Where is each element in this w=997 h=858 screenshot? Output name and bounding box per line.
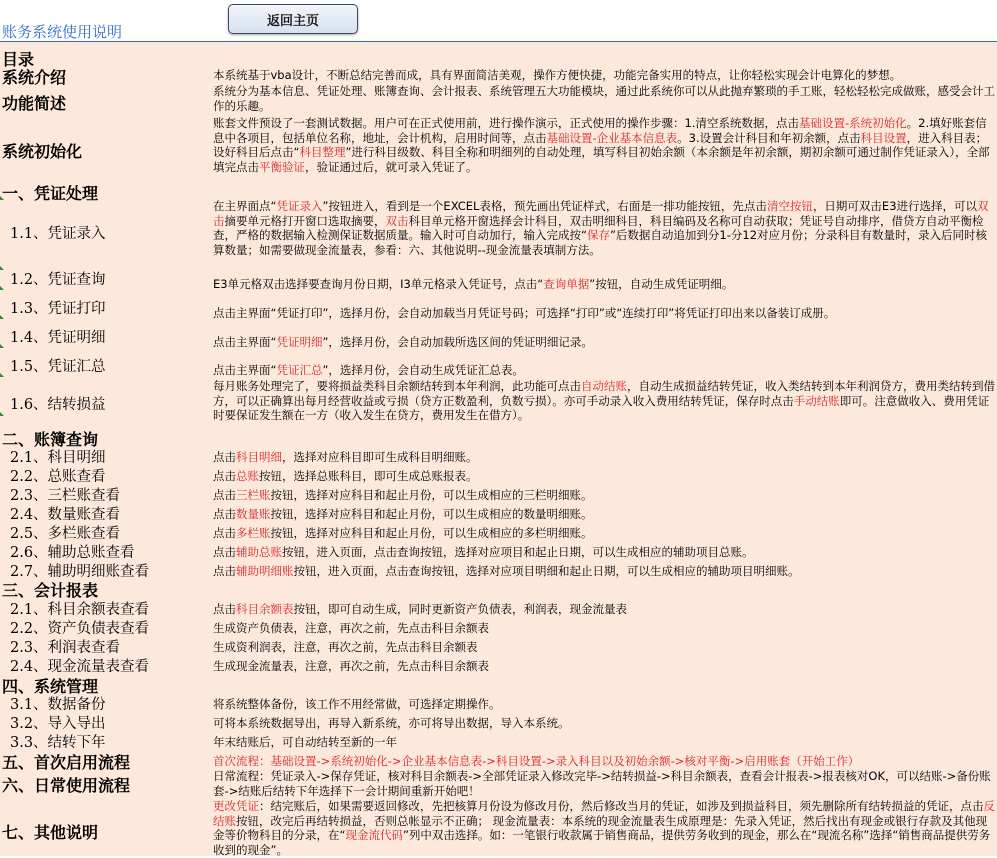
desc-s4-2: 可将本系统数据导出，再导入新系统，亦可将导出数据，导入本系统。 xyxy=(213,716,570,730)
instructions-sheet xyxy=(0,42,997,856)
toc-s2-5[interactable]: 2.5、多栏账查看 xyxy=(10,526,121,542)
desc-init: 账套文件预设了一套测试数据。用户可在正式使用前，进行操作演示，正式使用的操作步骤：1.清空系统数据，点击基础设置-系统初始化。2.填好账套信息中各项目，包括单位名称，地址，会计机构，启用时间等，点击基础设置-企业基本信息表。3.设置会计科目和年初余额，点击科目设置，进入科目表；设好科目后点击“科目整理”进行科目级数、科目全称和明细列的自动处理，填写科目初始余额（本余额是年初余额，期初余额可通过制作凭证录入），全部填完点击平衡验证，验证通过后，就可录入凭证了。 xyxy=(213,116,990,175)
desc-s2-1: 点击科目明细，选择对应科目即可生成科目明细账。 xyxy=(213,450,478,464)
toc-s2-6[interactable]: 2.6、辅助总账查看 xyxy=(10,545,135,561)
toc-sec3[interactable]: 三、会计报表 xyxy=(2,581,99,600)
desc-s2-2: 点击总账按钮，选择总账科目，即可生成总账报表。 xyxy=(213,469,478,483)
desc-s1-5: 点击主界面“凭证汇总”，选择月份，会自动生成凭证汇总表。 xyxy=(213,363,524,377)
toc-sec4[interactable]: 四、系统管理 xyxy=(2,677,99,696)
desc-s1-1: 在主界面点“凭证录入”按钮进入，看到是一个EXCEL表格，预先画出凭证样式，右面是一排功能按钮，先点击清空按钮，日期可双击E3进行选择，可以双击摘要单元格打开窗口选取摘要，双击科目单元格开窗选择会计科目，双击明细科目，科目编码及名称可自动获取；凭证号自动排序，借贷方自动平衡检查，严格的数据输入检测保证数据质量。输入时可自动加行，输入完成按“保存”后数据自动追加到分1-分12对应月份；分录科目有数量时，录入后同时核算数量；如需要做现金流量表，参看：六、其他说明--现金流量表填制方法。 xyxy=(213,199,989,258)
desc-s2-4: 点击数量账按钮，选择对应科目和起止月份，可以生成相应的数量明细账。 xyxy=(213,507,593,521)
cell-marker xyxy=(0,315,4,319)
toc-s3-1[interactable]: 2.1、科目余额表查看 xyxy=(10,602,150,618)
desc-s1-3: 点击主界面“凭证打印”，选择月份，会自动加载当月凭证号码；可选择“打印”或“连续打印”将凭证打印出来以备装订成册。 xyxy=(213,306,836,320)
toc-init[interactable]: 系统初始化 xyxy=(2,142,83,161)
cell-marker xyxy=(0,196,4,200)
toc-s3-2[interactable]: 2.2、资产负债表查看 xyxy=(10,621,150,637)
top-bar xyxy=(0,0,997,42)
desc-s2-7: 点击辅助明细账按钮，进入页面，点击查询按钮，选择对应项目明细和起止日期，可以生成相应的辅助项目明细账。 xyxy=(213,564,800,578)
toc-s2-3[interactable]: 2.3、三栏账查看 xyxy=(10,488,121,504)
desc-intro: 本系统基于vba设计，不断总结完善而成，具有界面简洁美观，操作方便快捷，功能完备实用的特点，让你轻松实现会计电算化的梦想。 xyxy=(213,68,902,82)
toc-s2-1[interactable]: 2.1、科目明细 xyxy=(10,450,106,466)
page-title: 账务系统使用说明 xyxy=(2,23,123,41)
toc-sec5[interactable]: 五、首次启用流程 xyxy=(2,753,131,772)
desc-s3-1: 点击科目余额表按钮，即可自动生成，同时更新资产负债表，利润表，现金流量表 xyxy=(213,602,627,616)
desc-s1-4: 点击主界面“凭证明细”，选择月份，会自动加载所选区间的凭证明细记录。 xyxy=(213,335,593,349)
cell-marker xyxy=(0,373,4,377)
toc-s1-2[interactable]: 1.2、凭证查询 xyxy=(10,272,106,288)
toc-s4-1[interactable]: 3.1、数据备份 xyxy=(10,697,106,713)
toc-s3-4[interactable]: 2.4、现金流量表查看 xyxy=(10,659,150,675)
toc-sec1[interactable]: 一、凭证处理 xyxy=(2,184,99,203)
toc-features[interactable]: 功能简述 xyxy=(2,94,67,113)
toc-s2-4[interactable]: 2.4、数量账查看 xyxy=(10,507,121,523)
toc-sec7[interactable]: 七、其他说明 xyxy=(2,823,99,842)
toc-intro[interactable]: 系统介绍 xyxy=(2,68,67,87)
cell-marker xyxy=(0,286,4,290)
toc-s2-7[interactable]: 2.7、辅助明细账查看 xyxy=(10,564,150,580)
desc-s1-6: 每月账务处理完了，要将损益类科目余额结转到本年利润，此功能可点击自动结账，自动生成损益结转凭证，收入类结转到本年利润贷方，费用类结转到借方，可以正确算出每月经营收益或亏损（贷方正数盈利，负数亏损）。亦可手动录入收入费用结转凭证，保存时点击手动结账即可。注意做收入、费用凭证时要保证发生额在一方（收入发生在贷方，费用发生在借方）。 xyxy=(213,379,995,423)
desc-sec6: 日常流程：凭证录入->保存凭证，核对科目余额表->全部凭证录入修改完毕->结转损益->科目余额表，查看会计报表->报表核对OK，可以结账->备份账套->结账后结转下年选择下一会计期间重新开始吧！ xyxy=(213,769,991,798)
toc-s1-3[interactable]: 1.3、凭证打印 xyxy=(10,301,106,317)
desc-sec7: 更改凭证：结完账后，如果需要返回修改，先把核算月份设为修改月份，然后修改当月的凭证，如涉及到损益科目，须先删除所有结转损益的凭证，点击反结账按钮，改完后再结转损益，否则总帐显示不正确； 现金流量表：本系统的现金流量表生成原理是：先录入凭证，然后找出有现金或银行存款及其他现金等价物科目的分录，在“现金流代码”列中双击选择。如：一笔银行收款属于销售商品，提供劳务收到的现金，那么在“现流名称”选择“销售商品提供劳务收到的现金”。 xyxy=(213,799,995,858)
toc-sec2[interactable]: 二、账簿查询 xyxy=(2,430,99,449)
cell-marker xyxy=(0,344,4,348)
toc-s2-2[interactable]: 2.2、总账查看 xyxy=(10,469,106,485)
cell-marker xyxy=(0,266,4,270)
toc-s4-3[interactable]: 3.3、结转下年 xyxy=(10,735,106,751)
toc-sec6[interactable]: 六、日常使用流程 xyxy=(2,776,131,795)
desc-features: 系统分为基本信息、凭证处理、账簿查询、会计报表、系统管理五大功能模块，通过此系统你可以从此抛弃繁琐的手工账，轻松轻松完成做账，感受会计工作的乐趣。 xyxy=(213,84,995,113)
desc-s3-2: 生成资产负债表，注意，再次之前，先点击科目余额表 xyxy=(213,621,489,635)
toc-s3-3[interactable]: 2.3、利润表查看 xyxy=(10,640,121,656)
desc-s2-6: 点击辅助总账按钮，进入页面，点击查询按钮，选择对应项目和起止日期，可以生成相应的辅助项目总账。 xyxy=(213,545,754,559)
desc-s2-3: 点击三栏账按钮，选择对应科目和起止月份，可以生成相应的三栏明细账。 xyxy=(213,488,593,502)
desc-s3-3: 生成资利润表，注意，再次之前，先点击科目余额表 xyxy=(213,640,478,654)
desc-s1-2: E3单元格双击选择要查询月份日期，I3单元格录入凭证号，点击“查询单据”按钮，自动生成凭证明细。 xyxy=(213,277,734,291)
toc-s4-2[interactable]: 3.2、导入导出 xyxy=(10,716,106,732)
desc-sec5: 首次流程：基础设置->系统初始化->企业基本信息表->科目设置->录入科目以及初始余额->核对平衡->启用账套（开始工作） xyxy=(213,754,860,768)
toc-s1-5[interactable]: 1.5、凭证汇总 xyxy=(10,359,106,375)
desc-s3-4: 生成现金流量表，注意，再次之前，先点击科目余额表 xyxy=(213,659,489,673)
toc-s1-1[interactable]: 1.1、凭证录入 xyxy=(10,226,106,242)
toc-title: 目录 xyxy=(2,50,35,69)
toc-s1-4[interactable]: 1.4、凭证明细 xyxy=(10,330,106,346)
desc-s2-5: 点击多栏账按钮，选择对应科目和起止月份，可以生成相应的多栏明细账。 xyxy=(213,526,593,540)
toc-s1-6[interactable]: 1.6、结转损益 xyxy=(10,397,106,413)
cell-marker xyxy=(0,412,4,416)
desc-s4-1: 将系统整体备份，该工作不用经常做，可选择定期操作。 xyxy=(213,697,501,711)
home-button[interactable]: 返回主页 xyxy=(228,4,358,34)
desc-s4-3: 年末结账后，可自动结转至新的一年 xyxy=(213,735,397,749)
